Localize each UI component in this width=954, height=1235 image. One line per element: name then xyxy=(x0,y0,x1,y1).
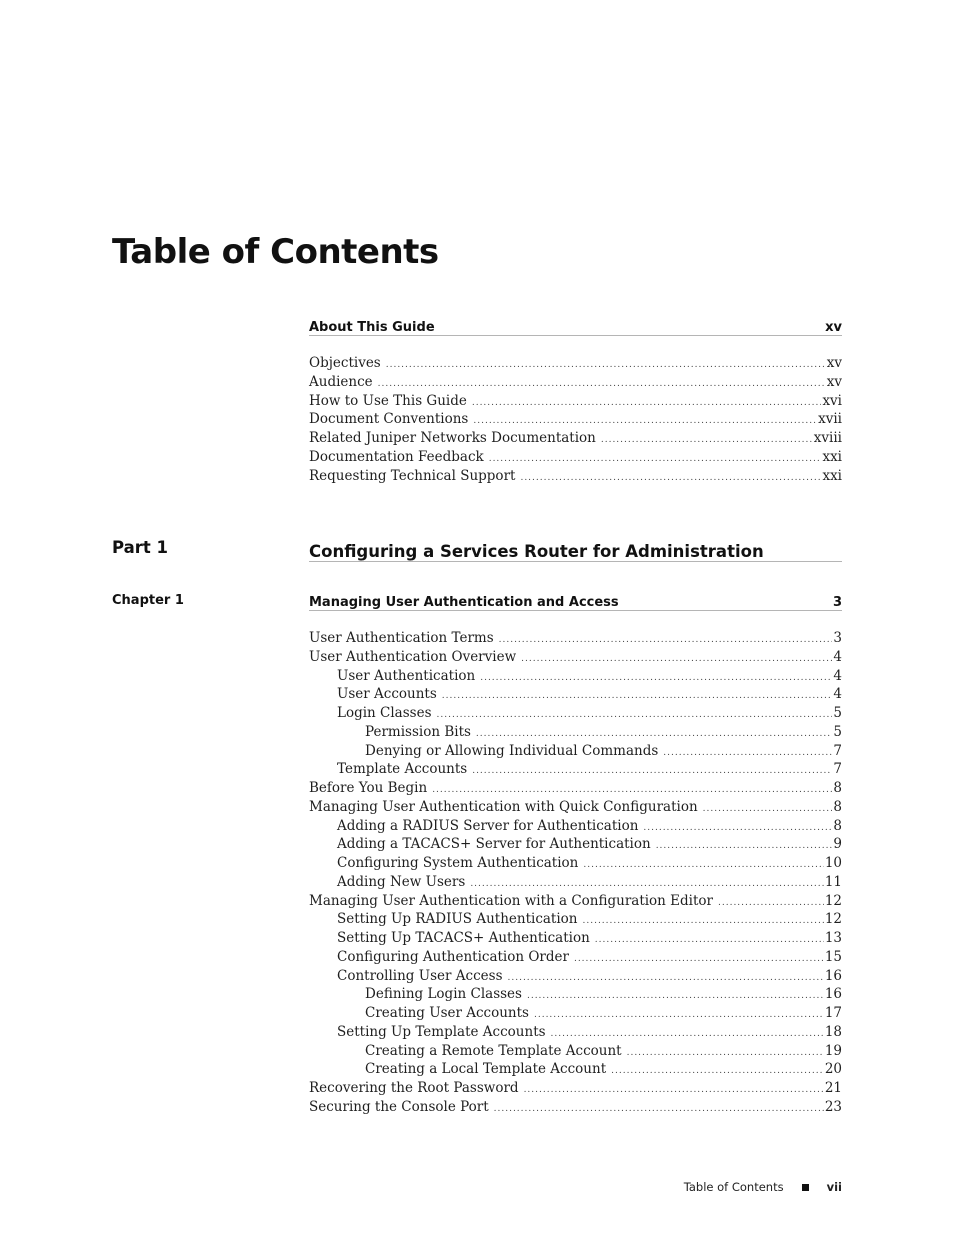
toc-entry-title: Template Accounts xyxy=(337,761,468,778)
dot-leader xyxy=(442,691,833,701)
toc-entry-page: 4 xyxy=(833,686,842,703)
dot-leader xyxy=(627,1048,824,1058)
dot-leader xyxy=(508,973,824,983)
toc-entry[interactable] xyxy=(309,1061,842,1080)
toc-entry[interactable] xyxy=(309,874,842,893)
dot-leader xyxy=(703,804,833,814)
toc-entry-page: 18 xyxy=(824,1023,842,1040)
toc-entry-title: Managing User Authentication with Quick Configuration xyxy=(309,798,698,815)
toc-entry[interactable] xyxy=(309,1080,842,1099)
toc-entry-page: xv xyxy=(826,355,842,371)
toc-entry[interactable] xyxy=(309,724,842,743)
dot-leader xyxy=(595,935,824,945)
dot-leader xyxy=(718,898,824,908)
toc-entry[interactable] xyxy=(309,374,842,393)
toc-entry[interactable] xyxy=(309,1024,842,1043)
toc-entry[interactable] xyxy=(309,986,842,1005)
toc-entry-title: Document Conventions xyxy=(309,411,469,428)
dot-leader xyxy=(551,1029,824,1039)
toc-entry-page: xvii xyxy=(818,411,842,428)
toc-entry[interactable] xyxy=(309,411,842,430)
dot-leader xyxy=(476,729,832,739)
toc-entry-title: Recovering the Root Password xyxy=(309,1080,519,1096)
about-guide-entries xyxy=(309,355,842,486)
dot-leader xyxy=(473,416,817,426)
toc-entry-title: Creating a Remote Template Account xyxy=(365,1042,622,1059)
toc-entry-page: xv xyxy=(826,373,842,390)
toc-entry-title: Adding a TACACS+ Server for Authentication xyxy=(337,836,651,853)
dot-leader xyxy=(643,823,832,833)
toc-entry-page: 11 xyxy=(824,873,842,890)
dot-leader xyxy=(524,1085,824,1095)
toc-entry[interactable] xyxy=(309,468,842,487)
toc-entry-page: xviii xyxy=(813,430,842,446)
toc-entry[interactable] xyxy=(309,818,842,837)
toc-entry-title: Defining Login Classes xyxy=(365,986,522,1003)
about-guide-heading-title: About This Guide xyxy=(309,320,435,335)
toc-entry-page: 8 xyxy=(833,780,842,796)
dot-leader xyxy=(601,435,813,445)
toc-entry-page: 5 xyxy=(833,723,842,740)
toc-entry-page: 17 xyxy=(824,1005,842,1021)
about-guide-heading[interactable] xyxy=(309,317,842,336)
toc-entry[interactable] xyxy=(309,668,842,687)
toc-entry-page: 23 xyxy=(824,1098,842,1115)
toc-entry-page: xxi xyxy=(822,467,842,484)
dot-leader xyxy=(480,673,832,683)
toc-entry[interactable] xyxy=(309,743,842,762)
toc-entry[interactable] xyxy=(309,799,842,818)
chapter-label: Chapter 1 xyxy=(112,593,184,608)
toc-entry-title: Creating User Accounts xyxy=(365,1005,529,1021)
toc-entry-page: 16 xyxy=(824,967,842,984)
toc-entry-page: 5 xyxy=(833,705,842,721)
toc-entry-page: 4 xyxy=(833,648,842,665)
toc-entry-page: xxi xyxy=(822,448,842,465)
dot-leader xyxy=(574,954,824,964)
toc-entry-page: 9 xyxy=(833,836,842,853)
toc-entry-title: Adding New Users xyxy=(337,873,466,890)
toc-entry-title: Denying or Allowing Individual Commands xyxy=(365,742,659,759)
toc-entry-title: Setting Up Template Accounts xyxy=(337,1023,546,1040)
toc-entry-page: 19 xyxy=(824,1042,842,1059)
toc-entry-page: xvi xyxy=(822,392,842,409)
toc-entry-title: Configuring System Authentication xyxy=(337,855,579,871)
dot-leader xyxy=(472,766,832,776)
toc-entry-title: Managing User Authentication with a Configuration Editor xyxy=(309,892,713,909)
toc-entry[interactable] xyxy=(309,893,842,912)
page-footer xyxy=(684,1180,842,1194)
dot-leader xyxy=(583,860,823,870)
toc-entry-page: 21 xyxy=(824,1080,842,1096)
toc-entry[interactable] xyxy=(309,855,842,874)
toc-entry-title: How to Use This Guide xyxy=(309,392,467,409)
toc-entry[interactable] xyxy=(309,1099,842,1118)
toc-entry[interactable] xyxy=(309,449,842,468)
toc-entry-page: 3 xyxy=(833,630,842,646)
toc-entry-page: 10 xyxy=(824,855,842,871)
toc-entry-title: Audience xyxy=(309,373,373,390)
toc-entry[interactable] xyxy=(309,705,842,724)
toc-entry[interactable] xyxy=(309,930,842,949)
dot-leader xyxy=(489,454,822,464)
toc-entry-page: 7 xyxy=(833,742,842,759)
dot-leader xyxy=(470,879,824,889)
toc-entry-title: Creating a Local Template Account xyxy=(365,1061,607,1078)
toc-entry-title: Setting Up TACACS+ Authentication xyxy=(337,930,590,946)
footer-page-number: vii xyxy=(826,1180,842,1194)
toc-entry-page: 12 xyxy=(824,892,842,909)
toc-entry-page: 20 xyxy=(824,1061,842,1078)
toc-entry[interactable] xyxy=(309,836,842,855)
toc-entry-title: User Accounts xyxy=(337,686,437,703)
toc-entry[interactable] xyxy=(309,393,842,412)
toc-entry-page: 13 xyxy=(824,930,842,946)
footer-label: Table of Contents xyxy=(683,1180,784,1194)
toc-entry-title: Before You Begin xyxy=(309,780,428,796)
chapter-heading-title: Managing User Authentication and Access xyxy=(309,595,619,610)
dot-leader xyxy=(663,748,832,758)
toc-entry[interactable] xyxy=(309,968,842,987)
dot-leader xyxy=(494,1104,824,1114)
dot-leader xyxy=(656,841,833,851)
dot-leader xyxy=(521,654,832,664)
toc-entry-title: Permission Bits xyxy=(365,723,471,740)
toc-entry-title: Documentation Feedback xyxy=(309,448,484,465)
part-label: Part 1 xyxy=(112,538,169,557)
toc-entry-page: 7 xyxy=(833,761,842,778)
page-title: Table of Contents xyxy=(112,232,439,272)
dot-leader xyxy=(534,1010,824,1020)
square-bullet-icon xyxy=(802,1184,809,1191)
toc-entry[interactable] xyxy=(309,949,842,968)
toc-entry-title: Securing the Console Port xyxy=(309,1098,489,1115)
toc-entry-page: 8 xyxy=(833,798,842,815)
toc-entry[interactable] xyxy=(309,686,842,705)
dot-leader xyxy=(583,916,824,926)
toc-entry-title: User Authentication Overview xyxy=(309,648,517,665)
toc-entry[interactable] xyxy=(309,430,842,449)
toc-entry-title: User Authentication xyxy=(337,667,476,684)
chapter-entries xyxy=(309,630,842,1118)
toc-entry[interactable] xyxy=(309,355,842,374)
toc-entry[interactable] xyxy=(309,1043,842,1062)
dot-leader xyxy=(499,635,833,645)
dot-leader xyxy=(611,1066,824,1076)
toc-entry-title: Requesting Technical Support xyxy=(309,467,516,484)
dot-leader xyxy=(472,398,822,408)
toc-entry-page: 4 xyxy=(833,667,842,684)
dot-leader xyxy=(386,360,826,370)
toc-entry-title: User Authentication Terms xyxy=(309,630,494,646)
chapter-heading-page: 3 xyxy=(832,595,842,610)
toc-entry-page: 8 xyxy=(833,817,842,834)
dot-leader xyxy=(437,710,833,720)
toc-entry-title: Adding a RADIUS Server for Authentication xyxy=(337,817,639,834)
chapter-heading[interactable] xyxy=(309,592,842,611)
toc-entry[interactable] xyxy=(309,780,842,799)
toc-entry-title: Login Classes xyxy=(337,705,432,721)
dot-leader xyxy=(520,473,821,483)
toc-entry[interactable] xyxy=(309,649,842,668)
dot-leader xyxy=(527,991,824,1001)
dot-leader xyxy=(432,785,832,795)
toc-entry[interactable] xyxy=(309,1005,842,1024)
toc-entry-title: Objectives xyxy=(309,355,381,371)
toc-entry-title: Setting Up RADIUS Authentication xyxy=(337,911,578,928)
toc-entry-page: 12 xyxy=(824,911,842,928)
toc-entry-title: Controlling User Access xyxy=(337,967,503,984)
toc-entry[interactable] xyxy=(309,911,842,930)
dot-leader xyxy=(378,379,826,389)
toc-entry[interactable] xyxy=(309,761,842,780)
toc-entry-page: 15 xyxy=(824,948,842,965)
toc-entry-title: Related Juniper Networks Documentation xyxy=(309,430,596,446)
part-heading[interactable] xyxy=(309,538,842,562)
part-heading-title: Configuring a Services Router for Administration xyxy=(309,542,764,561)
toc-entry-page: 16 xyxy=(824,986,842,1003)
about-guide-heading-page: xv xyxy=(825,320,842,335)
toc-entry[interactable] xyxy=(309,630,842,649)
toc-entry-title: Configuring Authentication Order xyxy=(337,948,569,965)
